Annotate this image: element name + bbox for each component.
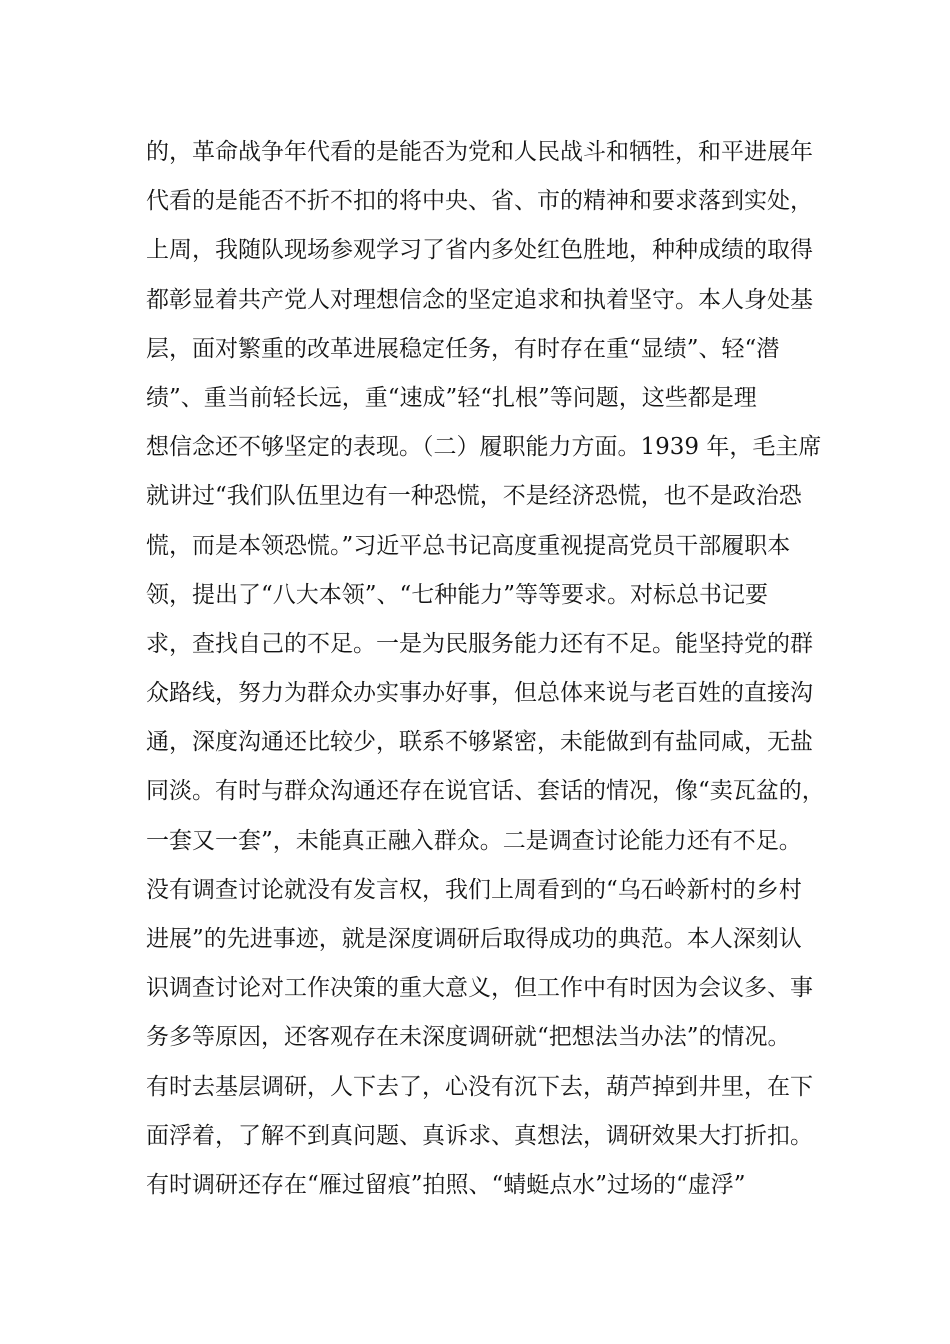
text-line: 层，面对繁重的改革进展稳定任务，有时存在重“显绩”、轻“潜 bbox=[146, 335, 780, 362]
text-line: 一套又一套”，未能真正融入群众。二是调查讨论能力还有不足。 bbox=[146, 827, 802, 854]
text-line: 绩”、重当前轻长远，重“速成”轻“扎根”等问题，这些都是理 bbox=[146, 384, 757, 411]
text-line: 代看的是能否不折不扣的将中央、省、市的精神和要求落到实处， bbox=[146, 188, 813, 215]
text-line: 都彰显着共产党人对理想信念的坚定追求和执着坚守。本人身处基 bbox=[146, 286, 813, 313]
text-line: 的，革命战争年代看的是能否为党和人民战斗和牺牲，和平进展年 bbox=[146, 139, 813, 165]
text-line: 有时调研还存在“雁过留痕”拍照、“蜻蜓点水”过场的“虚浮” bbox=[146, 1171, 746, 1198]
text-line: 想信念还不够坚定的表现。（二）履职能力方面。1939 年，毛主席 bbox=[146, 434, 822, 461]
text-line: 求，查找自己的不足。一是为民服务能力还有不足。能坚持党的群 bbox=[146, 630, 813, 657]
text-line: 慌，而是本领恐慌。”习近平总书记高度重视提高党员干部履职本 bbox=[146, 532, 791, 559]
text-line: 就讲过“我们队伍里边有一种恐慌，不是经济恐慌，也不是政治恐 bbox=[146, 483, 802, 510]
text-line: 面浮着，了解不到真问题、真诉求、真想法，调研效果大打折扣。 bbox=[146, 1122, 813, 1149]
text-line: 没有调查讨论就没有发言权，我们上周看到的“乌石岭新村的乡村 bbox=[146, 876, 802, 903]
text-line: 同淡。有时与群众沟通还存在说官话、套话的情况，像“卖瓦盆的， bbox=[146, 778, 825, 805]
body-text bbox=[146, 128, 825, 1210]
text-line: 众路线，努力为群众办实事办好事，但总体来说与老百姓的直接沟 bbox=[146, 680, 813, 707]
text-line: 务多等原因，还客观存在未深度调研就“把想法当办法”的情况。 bbox=[146, 1024, 791, 1051]
text-line: 上周，我随队现场参观学习了省内多处红色胜地，种种成绩的取得 bbox=[146, 237, 813, 264]
text-line: 有时去基层调研，人下去了，心没有沉下去，葫芦掉到井里，在下 bbox=[146, 1073, 813, 1100]
text-line: 进展”的先进事迹，就是深度调研后取得成功的典范。本人深刻认 bbox=[146, 926, 802, 952]
text-line: 通，深度沟通还比较少，联系不够紧密，未能做到有盐同咸，无盐 bbox=[146, 729, 813, 756]
text-line: 领，提出了“八大本领”、“七种能力”等等要求。对标总书记要 bbox=[146, 581, 769, 608]
text-line: 识调查讨论对工作决策的重大意义，但工作中有时因为会议多、事 bbox=[146, 975, 813, 1002]
